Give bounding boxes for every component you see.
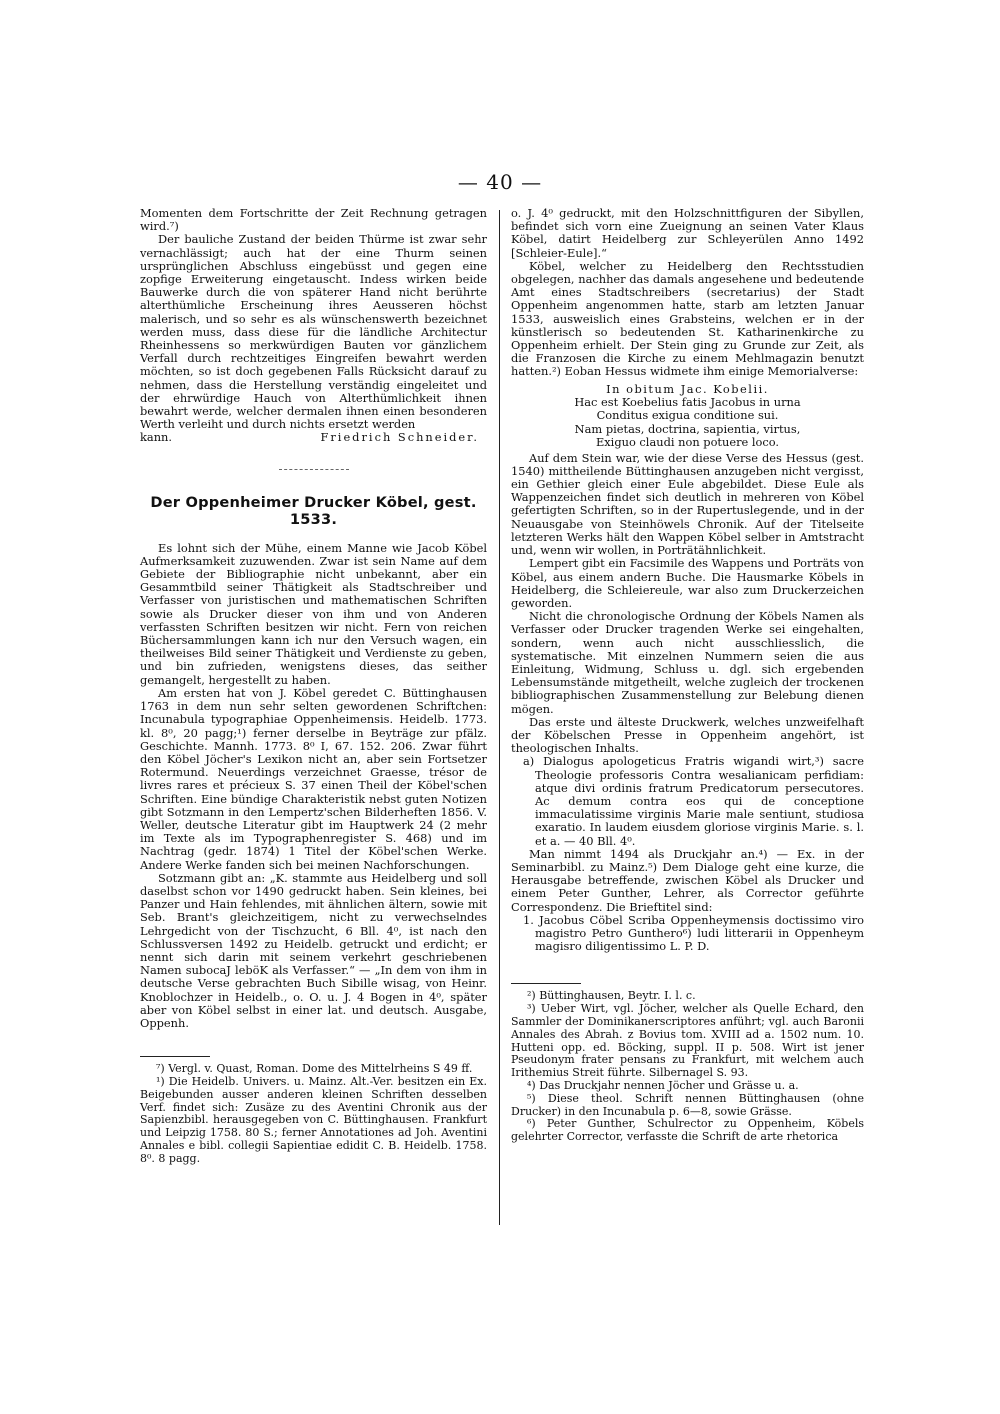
footnote: ²) Büttinghausen, Beytr. I. l. c. <box>527 989 696 1003</box>
footnote: ⁷) Vergl. v. Quast, Roman. Dome des Mittelrheins S 49 ff. <box>156 1062 473 1076</box>
poem-line: Conditus exigua conditione sui. <box>596 408 779 423</box>
poem-title: In obitum Jac. Kobelii. <box>606 381 769 396</box>
paragraph-end: kann. <box>140 430 172 445</box>
footnote: ⁶) Peter Gunther, Schulrector zu Oppenheim, Köbels gelehrter Corrector, verfasste die Schrift de arte rhetorica <box>511 1117 864 1144</box>
footnote: ¹) Die Heidelb. Univers. u. Mainz. Alt.-Ver. besitzen ein Ex. Beigebunden ausser anderen kleinen Schriften desselben Verf. findet sich: Zusäze zu des Aventini Chronik aus der Sapienzbibl. herausgegeben von C. Büttinghausen. Frankfurt und Leipzig 1758. 80 S.; ferner Annotationes ad Joh. Aventini Annales e bibl. collegii Sapientiae edidit C. B. Heidelb. 1758. 8⁰. 8 pagg. <box>140 1074 487 1165</box>
paragraph: Der bauliche Zustand der beiden Thürme ist zwar sehr vernachlässigt; auch hat der eine Thurm seinen ursprünglichen Abschluss eingebüsst und gegen eine zopfige Erweiterung eingetauscht. Indess wirken beide Bauwerke durch die von späterer Hand nicht berührte alterthümliche Erscheinung ihres Aeusseren höchst malerisch, und so sehr es als wünschenswerth bezeichnet werden muss, dass diese für die ländliche Architectur Rheinhessens so merkwürdigen Bauten vor gänzlichem Verfall durch rechtzeitiges Eingreifen bewahrt werden möchten, so ist doch gegebenen Falls Rücksicht darauf zu nehmen, dass die Herstellung verständig eingeleitet und der ehrwürdige Hauch von Alterthümlichkeit ihnen bewahrt werde, welcher dermalen ihnen einen besonderen Werth verleiht und durch nichts ersetzt werden <box>140 232 487 432</box>
left-column <box>140 207 487 1166</box>
poem-line: Hac est Koebelius fatis Jacobus in urna <box>574 395 801 410</box>
right-column <box>511 207 864 1144</box>
article-heading: Der Oppenheimer Drucker Köbel, gest. 1533. <box>150 493 477 528</box>
paragraph: Sotzmann gibt an: „K. stammte aus Heidelberg und soll daselbst schon vor 1490 gedruckt haben. Sein kleines, bei Panzer und Hain fehlendes, mit ähnlichen ältern, sowie mit Seb. Brant's gleichzeitigem, nicht zu verwechselndes Lehrgedicht von der Tischzucht, 6 Bll. 4⁰, ist nach den Schlussversen 1492 zu Heidelb. getruckt und erdicht; er nennt sich darin mit seinem verkehrt geschriebenen Namen subocaJ leböK als Verfasser.“ — „In dem von ihm in deutsche Verse gebrachten Buch Sibille wisag, von Heinr. Knoblochzer in Heidelb., o. O. u. J. 4 Bogen in 4⁰, später aber von Köbel selbst in einer lat. und deutsch. Ausgabe, Oppenh. <box>140 870 487 1030</box>
footnote-rule <box>511 983 581 984</box>
footnote: ⁵) Diese theol. Schrift nennen Büttinghausen (ohne Drucker) in den Incunabula p. 6—8, sowie Grässe. <box>511 1091 864 1118</box>
paragraph: o. J. 4⁰ gedruckt, mit den Holzschnittfiguren der Sibyllen, befindet sich vorn eine Zueignung an seinen Vater Klaus Köbel, datirt Heidelberg zur Schleyerülen Anno 1492 [Schleier-Eule].“ <box>511 206 864 260</box>
column-divider <box>499 210 500 1225</box>
page-number: — 40 — <box>457 170 543 194</box>
section-ornament <box>279 469 349 470</box>
list-item: a) Dialogus apologeticus Fratris wigandi wirt,³) sacre Theologie professoris Contra wesalianicam perfidiam: atque divi ordinis fratrum Predicatorum persecutores. Ac demum contra eos qui de conceptione immaculatissime virginis Marie male sentiunt, studiosa exaratio. In laudem eiusdem gloriose virginis Marie. s. l. et a. — 40 Bll. 4⁰. <box>523 754 864 848</box>
paragraph: Köbel, welcher zu Heidelberg den Rechtsstudien obgelegen, nachher das damals angesehene und bedeutende Amt eines Stadtschreibers (secretarius) der Stadt Oppenheim angenommen hatte, starb am letzten Januar 1533, ausweislich eines Grabsteins, welchen er in der künstlerisch so bedeutenden St. Katharinenkirche zu Oppenheim erhielt. Der Stein ging zu Grunde zur Zeit, als die Franzosen die Kirche zu einem Mehlmagazin benutzt hatten.²) Eoban Hessus widmete ihm einige Memorialverse: <box>511 258 864 379</box>
paragraph: Man nimmt 1494 als Druckjahr an.⁴) — Ex. in der Seminarbibl. zu Mainz.⁵) Dem Dialoge geht eine kurze, die Herausgabe betreffende, zwischen Köbel als Drucker und einem Peter Gunther, Lehrer, als Corrector geführte Correspondenz. Die Brieftitel sind: <box>511 846 864 914</box>
paragraph: Am ersten hat von J. Köbel geredet C. Büttinghausen 1763 in dem nun sehr selten gewordenen Schriftchen: Incunabula typographiae Oppenheimensis. Heidelb. 1773. kl. 8⁰, 20 pagg;¹) ferner derselbe in Beyträge zur pfälz. Geschichte. Mannh. 1773. 8⁰ I, 67. 152. 206. Zwar führt den Köbel Jöcher's Lexikon nicht an, aber sein Fortsetzer Rotermund. Neuerdings verzeichnet Graesse, trésor de livres rares et précieux S. 37 einen Theil der Köbel'schen Schriften. Eine bündige Charakteristik nebst guten Notizen gibt Sotzmann in den Lempertz'schen Bilderheften 1856. V. Weller, deutsche Literatur gibt im Hauptwerk 24 (2 mehr im Texte als im Typographenregister S. 468) und im Nachtrag (gedr. 1874) 1 Titel der Köbel'schen Werke. Andere Werke fanden sich bei meinen Nachforschungen. <box>140 685 487 872</box>
author-signature: Friedrich Schneider. <box>320 430 479 445</box>
paragraph: Auf dem Stein war, wie der diese Verse des Hessus (gest. 1540) mittheilende Büttinghausen anzugeben nicht vergisst, ein Gethier gleich einer Eule abgebildet. Diese Eule als Wappenzeichen findet sich deutlich in mehreren von Köbel gefertigten Schriften, so in der Rupertuslegende, und in der Neuausgabe von Steinhöwels Chronik. Auf der Titelseite letzteren Werks hält den Wappen Köbel selber in Amtstracht und, wenn wir wollen, in Porträtähnlichkeit. <box>511 450 864 558</box>
poem-line: Exiguo claudi non potuere loco. <box>595 435 780 450</box>
footnote: ⁴) Das Druckjahr nennen Jöcher und Grässe u. a. <box>527 1078 799 1092</box>
paragraph: Es lohnt sich der Mühe, einem Manne wie Jacob Köbel Aufmerksamkeit zuzuwenden. Zwar ist sein Name auf dem Gebiete der Bibliographie nicht unbekannt, aber ein Gesammtbild seiner Thätigkeit als Stadtschreiber und Verfasser von juristischen und mathematischen Schriften sowie als Drucker dieser von ihm und von Anderen verfassten Schriften besitzen wir nicht. Fern von reichen Büchersammlungen kann ich nur den Versuch wagen, ein theilweises Bild seiner Thätigkeit und Verdienste zu geben, und bin zufrieden, wenigstens dieses, das seither gemangelt, hergestellt zu haben. <box>140 540 487 687</box>
paragraph: Momenten dem Fortschritte der Zeit Rechnung getragen wird.⁷) <box>140 206 487 234</box>
poem-line: Nam pietas, doctrina, sapientia, virtus, <box>574 421 801 436</box>
list-item: 1. Jacobus Cöbel Scriba Oppenheymensis doctissimo viro magistro Petro Gunthero⁶) ludi litterarii in Oppenheym magisro diligentissimo L. P. D. <box>523 912 864 954</box>
footnote-rule <box>140 1056 210 1057</box>
footnote: ³) Ueber Wirt, vgl. Jöcher, welcher als Quelle Echard, den Sammler der Dominikanerscriptores anführt; vgl. auch Baronii Annales des Abrah. z Bovius tom. XVIII ad a. 1502 num. 10. Hutteni opp. ed. Böcking, suppl. II p. 508. Wirt ist jener Pseudonym frater pensans zu Frankfurt, mit welchem auch Irithemius Streit führte. Silbernagel S. 93. <box>511 1002 864 1080</box>
paragraph: Nicht die chronologische Ordnung der Köbels Namen als Verfasser oder Drucker tragenden Werke sei eingehalten, sondern, wenn auch nicht ausschliesslich, die systematische. Mit einzelnen Nummern seien die aus Einleitung, Widmung, Schluss u. dgl. sich ergebenden Lebensumstände mitgetheilt, welche zugleich der trockenen bibliographischen Zusammenstellung zur Belebung dienen mögen. <box>511 609 864 716</box>
signature-line <box>140 431 487 444</box>
paragraph: Lempert gibt ein Facsimile des Wappens und Porträts von Köbel, aus einem andern Buche. Die Hausmarke Köbels in Heidelberg, die Schleiereule, war also zum Druckerzeichen geworden. <box>511 556 864 610</box>
memorial-poem <box>511 383 864 450</box>
paragraph: Das erste und älteste Druckwerk, welches unzweifelhaft der Köbelschen Presse in Oppenheim angehört, ist theologischen Inhalts. <box>511 714 864 756</box>
